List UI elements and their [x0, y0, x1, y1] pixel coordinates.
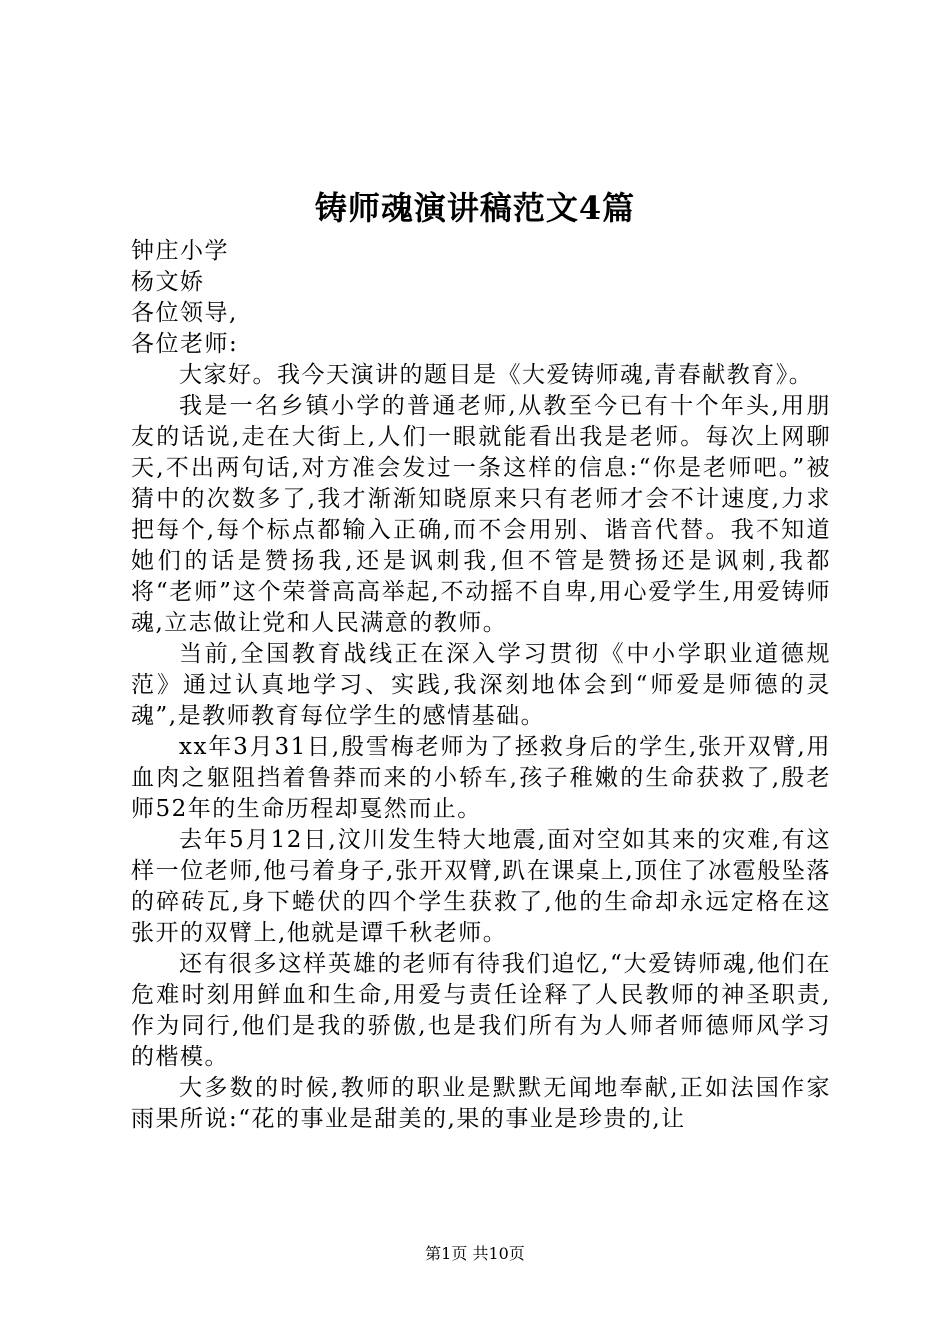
page-footer: 第1页 共10页 [425, 1244, 525, 1263]
paragraph-greeting: 大家好。我今天演讲的题目是《大爱铸师魂,青春献教育》。 [179, 362, 814, 388]
paragraph-tan-qianqiu: 去年5月12日,汶川发生特大地震,面对空如其来的灾难,有这样一位老师,他弓着身子,张开双臂,趴在课桌上,顶住了冰雹般坠落的碎砖瓦,身下蜷伏的四个学生获救了,他的生命却永远定格在这张开的双臂上,他就是谭千秋老师。 [131, 827, 831, 946]
paragraph-dedication: 大多数的时候,教师的职业是默默无闻地奉献,正如法国作家雨果所说:“花的事业是甜美的,果的事业是珍贵的,让 [131, 1075, 831, 1132]
salutation-leaders: 各位领导, [131, 300, 238, 326]
paragraph-heroes: 还有很多这样英雄的老师有待我们追忆,“大爱铸师魂,他们在危难时刻用鲜血和生命,用爱与责任诠释了人民教师的神圣职责,作为同行,他们是我的骄傲,也是我们所有为人师者师德师风学习的楷模。 [131, 951, 831, 1070]
document-body [131, 236, 831, 1135]
author-name: 杨文娇 [131, 269, 205, 295]
document-title: 铸师魂演讲稿范文4篇 [314, 189, 636, 227]
paragraph-introduction: 我是一名乡镇小学的普通老师,从教至今已有十个年头,用朋友的话说,走在大街上,人们一眼就能看出我是老师。每次上网聊天,不出两句话,对方准会发过一条这样的信息:“你是老师吧。”被猜中的次数多了,我才渐渐知晓原来只有老师才会不计速度,力求把每个,每个标点都输入正确,而不会用别、谐音代替。我不知道她们的话是赞扬我,还是讽刺我,但不管是赞扬还是讽刺,我都将“老师”这个荣誉高高举起,不动摇不自卑,用心爱学生,用爱铸师魂,立志做让党和人民满意的教师。 [131, 393, 831, 636]
salutation-teachers: 各位老师: [131, 331, 239, 357]
paragraph-yin-xuemei: xx年3月31日,殷雪梅老师为了拯救身后的学生,张开双臂,用血肉之躯阻挡着鲁莽而来的小轿车,孩子稚嫩的生命获救了,殷老师52年的生命历程却戛然而止。 [131, 734, 831, 822]
paragraph-current: 当前,全国教育战线正在深入学习贯彻《中小学职业道德规范》通过认真地学习、实践,我深刻地体会到“师爱是师德的灵魂”,是教师教育每位学生的感情基础。 [131, 641, 831, 729]
school-name: 钟庄小学 [131, 238, 229, 264]
